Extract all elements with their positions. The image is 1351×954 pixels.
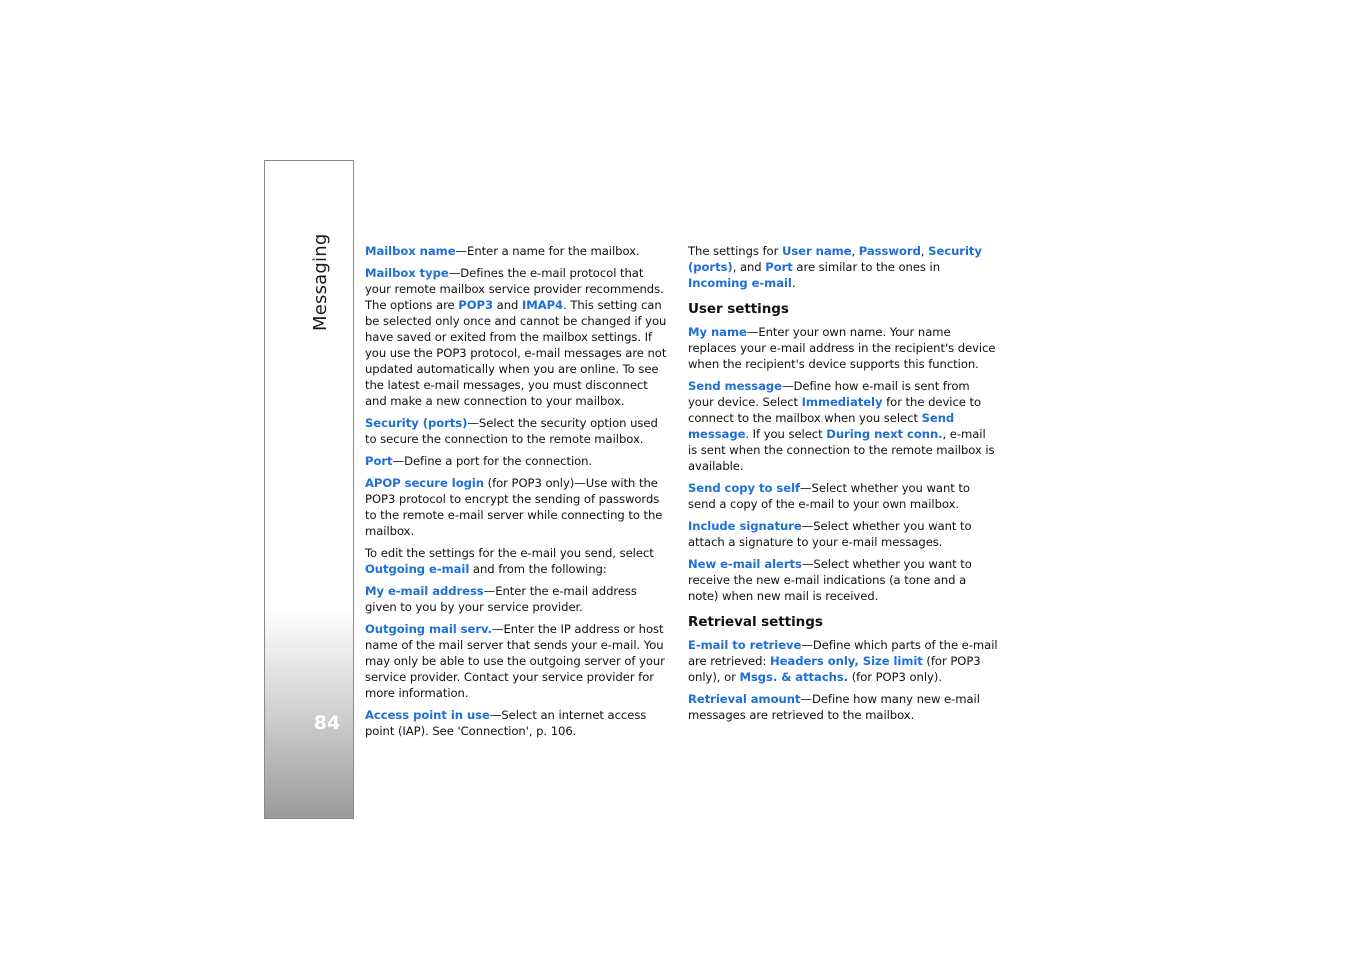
- option-pop3: POP3: [458, 298, 493, 312]
- term-access-point-in-use: Access point in use: [365, 708, 490, 722]
- paragraph-access-point: Access point in use—Select an internet access point (IAP). See 'Connection', p. 106.: [365, 708, 647, 738]
- term-send-message: Send message: [688, 379, 782, 393]
- term-mailbox-name: Mailbox name: [365, 244, 456, 258]
- term-password: Password: [858, 244, 921, 258]
- term-include-signature: Include signature: [688, 519, 802, 533]
- paragraph-email-to-retrieve: E-mail to retrieve—Define which parts of the e-mail are retrieved: Headers only, Size limit (for POP3 only), or Msgs. & attachs. (for POP3 only).: [688, 638, 998, 684]
- term-retrieval-amount: Retrieval amount: [688, 692, 801, 706]
- section-tab-wrap: [310, 233, 340, 421]
- paragraph-mailbox-name: Mailbox name—Enter a name for the mailbox.: [365, 244, 640, 258]
- paragraph-send-copy: Send copy to self—Select whether you want to send a copy of the e-mail to your own mailbox.: [688, 481, 970, 511]
- option-imap4: IMAP4: [521, 298, 564, 312]
- paragraph-my-email-address: My e-mail address—Enter the e-mail address given to you by your service provider.: [365, 584, 637, 614]
- paragraph-outgoing-mail-serv: Outgoing mail serv.—Enter the IP address or host name of the mail server that sends your e-mail. You may only be able to use the outgoing server of your service provider. Contact your service provider for more information.: [365, 622, 665, 700]
- paragraph-retrieval-amount: Retrieval amount—Define how many new e-mail messages are retrieved to the mailbox.: [688, 692, 980, 722]
- option-headers-only: Headers only: [769, 654, 855, 668]
- term-apop-secure-login: APOP secure login: [365, 476, 484, 490]
- option-send-message: Send message: [688, 411, 955, 441]
- paragraph-apop: APOP secure login (for POP3 only)—Use with the POP3 protocol to encrypt the sending of passwords to the remote e-mail server while connecting to the mailbox.: [365, 476, 663, 538]
- term-incoming-email: Incoming e-mail: [688, 276, 792, 290]
- term-send-copy-to-self: Send copy to self: [688, 481, 801, 495]
- term-port-ref: Port: [765, 260, 793, 274]
- paragraph-settings-similar: The settings for User name, Password, Security (ports), and Port are similar to the ones in Incoming e-mail.: [688, 244, 982, 290]
- term-mailbox-type: Mailbox type: [365, 266, 449, 280]
- term-email-to-retrieve: E-mail to retrieve: [688, 638, 802, 652]
- option-immediately: Immediately: [801, 395, 883, 409]
- term-my-name: My name: [688, 325, 747, 339]
- term-user-name: User name: [781, 244, 852, 258]
- section-title: Messaging: [310, 233, 331, 331]
- option-msgs-attachs: Msgs. & attachs.: [739, 670, 849, 684]
- paragraph-send-message: Send message—Define how e-mail is sent from your device. Select Immediately for the device to connect to the mailbox when you select Send message. If you select During next conn., e-mail is sent when the connection to the remote mailbox is available.: [688, 379, 995, 473]
- paragraph-security-ports: Security (ports)—Select the security option used to secure the connection to the remote mailbox.: [365, 416, 658, 446]
- option-during-next-conn: During next conn.: [826, 427, 943, 441]
- term-outgoing-mail-serv: Outgoing mail serv.: [365, 622, 492, 636]
- term-my-email-address: My e-mail address: [365, 584, 484, 598]
- heading-user-settings: User settings: [688, 301, 789, 317]
- term-security-ports-ref: Security (ports): [688, 244, 982, 274]
- heading-retrieval-settings: Retrieval settings: [688, 614, 823, 630]
- option-size-limit: Size limit: [862, 654, 923, 668]
- page-number: 84: [313, 712, 341, 734]
- paragraph-mailbox-type: Mailbox type—Defines the e-mail protocol that your remote mailbox service provider recommends. The options are POP3 and IMAP4. This setting can be selected only once and cannot be changed if you have saved or exited from the mailbox settings. If you use the POP3 protocol, e-mail messages are not updated automatically when you are online. To see the latest e-mail messages, you must disconnect and make a new connection to your mailbox.: [365, 266, 667, 408]
- paragraph-new-email-alerts: New e-mail alerts—Select whether you want to receive the new e-mail indications (a tone and a note) when new mail is received.: [688, 557, 972, 603]
- paragraph-port: Port—Define a port for the connection.: [365, 454, 593, 468]
- right-column: [688, 243, 998, 729]
- term-port: Port: [365, 454, 393, 468]
- term-outgoing-email: Outgoing e-mail: [365, 562, 470, 576]
- paragraph-outgoing-intro: To edit the settings for the e-mail you send, select Outgoing e-mail and from the following:: [365, 546, 654, 576]
- term-security-ports: Security (ports): [365, 416, 468, 430]
- paragraph-my-name: My name—Enter your own name. Your name replaces your e-mail address in the recipient's device when the recipient's device supports this function.: [688, 325, 996, 371]
- paragraph-include-signature: Include signature—Select whether you want to attach a signature to your e-mail messages.: [688, 519, 972, 549]
- term-new-email-alerts: New e-mail alerts: [688, 557, 802, 571]
- left-column: [365, 243, 671, 745]
